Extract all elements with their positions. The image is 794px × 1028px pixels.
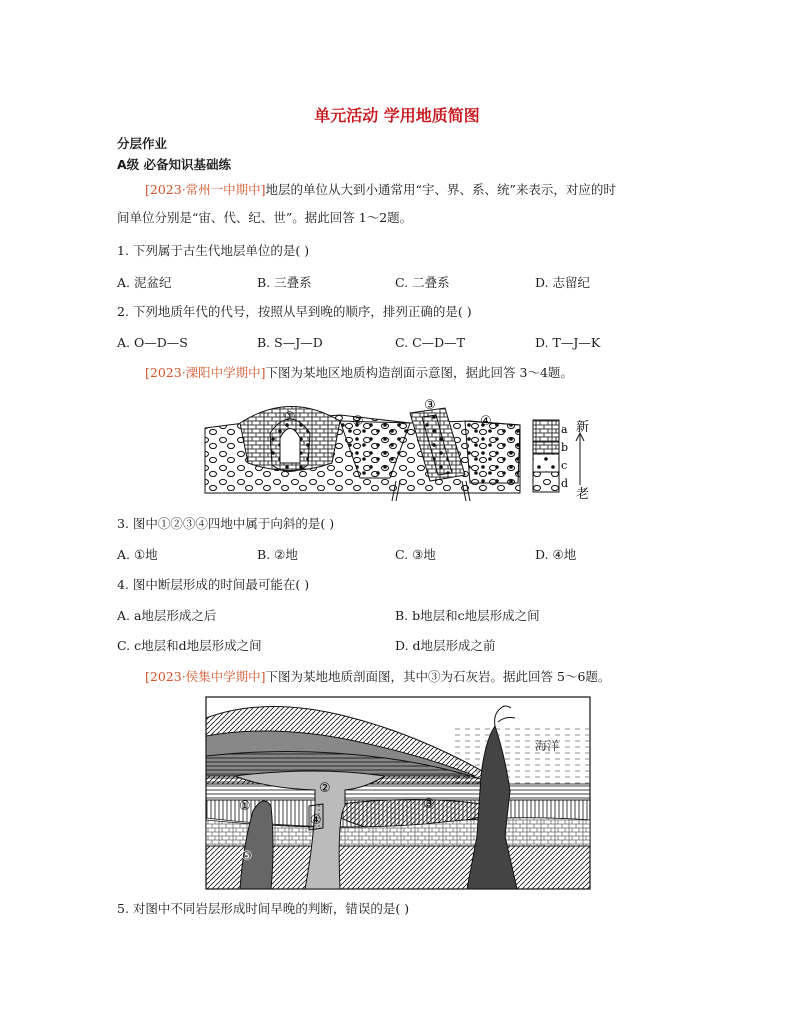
intro-2-source: [2023·溧阳中学期中]	[145, 365, 266, 380]
geologic-section-figure	[200, 393, 610, 505]
question-1-option-a[interactable]: A. 泥盆纪	[117, 275, 172, 290]
fig2-label-4: ④	[310, 813, 322, 828]
question-4-option-d[interactable]: D. d地层形成之前	[395, 638, 496, 653]
fig2-label-2: ②	[319, 781, 331, 796]
question-3-option-c[interactable]: C. ③地	[395, 547, 436, 562]
question-4-option-a[interactable]: A. a地层形成之后	[117, 608, 217, 623]
question-2-option-a[interactable]: A. O—D—S	[117, 335, 188, 350]
question-4-stem: 4. 图中断层形成的时间最可能在( )	[117, 577, 310, 592]
intro-2	[145, 365, 573, 381]
question-1-option-c[interactable]: C. 二叠系	[395, 275, 450, 290]
question-2-stem: 2. 下列地质年代的代号，按照从早到晚的顺序，排列正确的是( )	[117, 304, 472, 319]
legend-layer-a: a	[561, 423, 568, 436]
page-title: 单元活动 学用地质简图	[314, 106, 480, 125]
legend-old-label: 老	[576, 487, 590, 502]
question-3-option-a[interactable]: A. ①地	[117, 547, 158, 562]
legend-new-label: 新	[576, 420, 590, 435]
fig1-legend	[533, 420, 589, 502]
fig1-label-3: ③	[424, 398, 436, 413]
question-3-option-d[interactable]: D. ④地	[535, 547, 577, 562]
question-3-stem: 3. 图中①②③④四地中属于向斜的是( )	[117, 516, 335, 531]
question-2-option-b[interactable]: B. S—J—D	[257, 335, 323, 350]
intro-3	[145, 669, 610, 685]
legend-layer-b: b	[561, 441, 569, 454]
question-3-option-b[interactable]: B. ②地	[257, 547, 298, 562]
question-2-option-d[interactable]: D. T—J—K	[535, 335, 601, 350]
intro-1-source: [2023·常州一中期中]	[145, 182, 266, 197]
question-1-stem: 1. 下列属于古生代地层单位的是( )	[117, 243, 310, 258]
level-heading: A级 必备知识基础练	[117, 157, 232, 172]
question-4-option-c[interactable]: C. c地层和d地层形成之间	[117, 638, 262, 653]
question-2-option-c[interactable]: C. C—D—T	[395, 335, 465, 350]
question-4-option-b[interactable]: B. b地层和c地层形成之间	[395, 608, 540, 623]
question-1-option-d[interactable]: D. 志留纪	[535, 275, 591, 290]
fig1-label-1: ①	[284, 410, 296, 425]
geologic-profile-figure	[205, 696, 591, 890]
legend-layer-d: d	[561, 477, 569, 490]
fig2-label-5: ⑤	[241, 849, 253, 864]
section-heading: 分层作业	[117, 136, 168, 151]
fig1-label-2: ②	[352, 414, 364, 429]
fig2-label-3: ③	[423, 797, 435, 812]
intro-3-text: 下图为某地地质剖面图，其中③为石灰岩。据此回答 5～6题。	[265, 669, 611, 684]
fig2-label-1: ①	[239, 799, 251, 814]
intro-1-text-a: 地层的单位从大到小通常用“宇、界、系、统”来表示，对应的时	[265, 182, 616, 197]
question-5-stem: 5. 对图中不同岩层形成时间早晚的判断，错误的是( )	[117, 901, 410, 916]
intro-1-line-1	[145, 182, 616, 198]
intro-1-line-2: 间单位分别是“宙、代、纪、世”。据此回答 1～2题。	[117, 210, 413, 225]
intro-2-text: 下图为某地区地质构造剖面示意图，据此回答 3～4题。	[265, 365, 573, 380]
legend-layer-c: c	[561, 459, 568, 472]
fig1-label-4: ④	[480, 414, 492, 429]
question-1-option-b[interactable]: B. 三叠系	[257, 275, 312, 290]
fig2-ocean-label: 海洋	[535, 739, 560, 753]
intro-3-source: [2023·侯集中学期中]	[145, 669, 266, 684]
